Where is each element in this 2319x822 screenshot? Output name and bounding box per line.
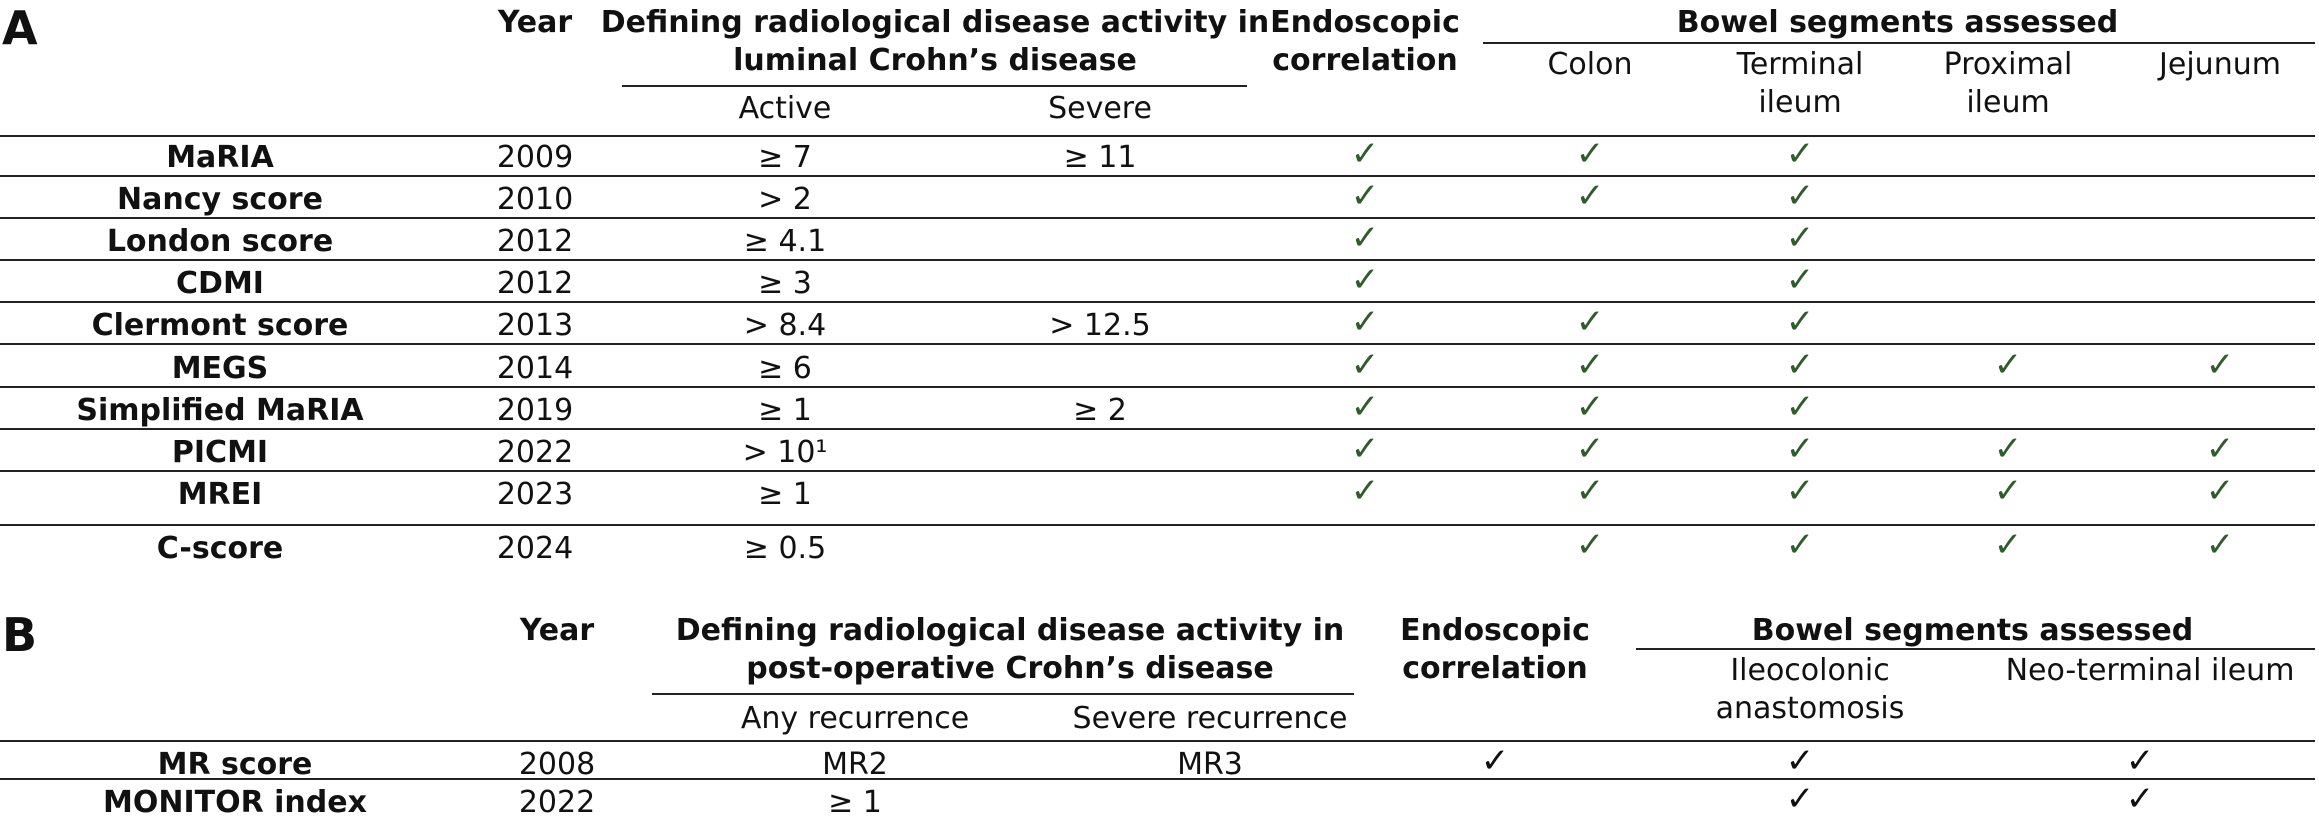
checkmark-icon: ✓ [1785, 387, 1815, 427]
a-severe-threshold: ≥ 11 [1063, 140, 1137, 175]
a-active-header: Active [738, 91, 832, 126]
b-bowel-header: Bowel segments assessed [1751, 613, 2194, 648]
b-score-year: 2022 [518, 785, 596, 820]
b-severe-recurrence-header: Severe recurrence [1072, 701, 1348, 736]
a-defining-header-line1: Defining radiological disease activity in [600, 5, 1270, 40]
checkmark-icon: ✓ [1350, 260, 1380, 300]
b-defining-header-line2: post-operative Crohn’s disease [746, 651, 1274, 686]
checkmark-icon: ✓ [1785, 471, 1815, 511]
checkmark-icon: ✓ [1993, 471, 2023, 511]
a-score-year: 2024 [496, 531, 574, 566]
a-active-threshold: ≥ 3 [758, 266, 812, 301]
b-severe-recurrence-value: MR3 [1177, 747, 1243, 782]
checkmark-icon: ✓ [1575, 134, 1605, 174]
checkmark-icon: ✓ [1575, 387, 1605, 427]
b-ileocolonic-header-line1: Ileocolonic [1730, 653, 1890, 688]
a-score-year: 2019 [496, 393, 574, 428]
a-active-threshold: ≥ 0.5 [743, 531, 827, 566]
b-endoscopic-header-line1: Endoscopic [1400, 613, 1590, 648]
a-active-threshold: ≥ 7 [758, 140, 812, 175]
checkmark-icon: ✓ [2125, 741, 2155, 781]
checkmark-icon: ✓ [1575, 176, 1605, 216]
a-score-name: Simplified MaRIA [76, 393, 364, 428]
checkmark-icon: ✓ [1993, 525, 2023, 565]
a-score-year: 2010 [496, 182, 574, 217]
a-score-name: CDMI [176, 266, 264, 301]
checkmark-icon: ✓ [1350, 176, 1380, 216]
b-ileocolonic-header-line2: anastomosis [1715, 691, 1905, 726]
checkmark-icon: ✓ [1575, 429, 1605, 469]
a-score-year: 2012 [496, 224, 574, 259]
checkmark-icon: ✓ [2125, 779, 2155, 819]
a-score-name: C-score [156, 531, 284, 566]
b-endoscopic-header-line2: correlation [1402, 651, 1588, 686]
checkmark-icon: ✓ [1785, 218, 1815, 258]
checkmark-icon: ✓ [2205, 345, 2235, 385]
a-score-year: 2023 [496, 477, 574, 512]
b-any-recurrence-value: MR2 [822, 747, 888, 782]
b-defining-header-line1: Defining radiological disease activity in [675, 613, 1345, 648]
a-active-threshold: > 2 [758, 182, 812, 217]
b-neo-terminal-header: Neo-terminal ileum [2005, 653, 2295, 688]
a-terminal-header-line1: Terminal [1736, 47, 1864, 82]
a-proximal-header-line1: Proximal [1943, 47, 2073, 82]
checkmark-icon: ✓ [1785, 302, 1815, 342]
checkmark-icon: ✓ [1575, 471, 1605, 511]
b-any-recurrence-value: ≥ 1 [828, 785, 882, 820]
a-severe-header: Severe [1048, 91, 1152, 126]
checkmark-icon: ✓ [1350, 218, 1380, 258]
a-score-year: 2022 [496, 435, 574, 470]
checkmark-icon: ✓ [1993, 345, 2023, 385]
checkmark-icon: ✓ [1350, 345, 1380, 385]
a-score-name: London score [106, 224, 334, 259]
a-active-threshold: ≥ 4.1 [743, 224, 827, 259]
b-score-year: 2008 [518, 747, 596, 782]
a-severe-threshold: ≥ 2 [1073, 393, 1127, 428]
a-year-header: Year [497, 5, 573, 40]
b-year-header: Year [519, 613, 595, 648]
checkmark-icon: ✓ [1575, 345, 1605, 385]
a-active-threshold: ≥ 6 [758, 351, 812, 386]
a-endoscopic-header-line1: Endoscopic [1270, 5, 1460, 40]
checkmark-icon: ✓ [1575, 302, 1605, 342]
checkmark-icon: ✓ [2205, 525, 2235, 565]
a-colon-header: Colon [1547, 47, 1633, 82]
panel-b-letter: B [2, 608, 38, 662]
checkmark-icon: ✓ [2205, 429, 2235, 469]
a-score-name: MREI [177, 477, 263, 512]
a-score-name: Nancy score [117, 182, 323, 217]
a-score-year: 2009 [496, 140, 574, 175]
checkmark-icon: ✓ [1785, 134, 1815, 174]
b-defining-underline [652, 693, 1354, 695]
a-active-threshold: > 8.4 [743, 308, 827, 343]
checkmark-icon: ✓ [1785, 429, 1815, 469]
checkmark-icon: ✓ [1993, 429, 2023, 469]
checkmark-icon: ✓ [2205, 471, 2235, 511]
checkmark-icon: ✓ [1350, 387, 1380, 427]
checkmark-icon: ✓ [1785, 176, 1815, 216]
checkmark-icon: ✓ [1785, 260, 1815, 300]
checkmark-icon: ✓ [1575, 525, 1605, 565]
b-any-recurrence-header: Any recurrence [740, 701, 970, 736]
checkmark-icon: ✓ [1785, 741, 1815, 781]
a-active-threshold: > 10¹ [742, 435, 828, 470]
a-terminal-header-line2: ileum [1758, 85, 1842, 120]
checkmark-icon: ✓ [1350, 302, 1380, 342]
checkmark-icon: ✓ [1350, 429, 1380, 469]
a-score-name: PICMI [171, 435, 269, 470]
a-defining-underline [622, 85, 1247, 87]
a-score-name: Clermont score [91, 308, 349, 343]
panel-a-letter: A [2, 1, 38, 55]
b-score-name: MONITOR index [103, 785, 367, 820]
a-proximal-header-line2: ileum [1966, 85, 2050, 120]
a-defining-header-line2: luminal Crohn’s disease [733, 43, 1137, 78]
a-active-threshold: ≥ 1 [758, 393, 812, 428]
a-score-year: 2014 [496, 351, 574, 386]
a-bowel-underline [1483, 42, 2315, 44]
checkmark-icon: ✓ [1480, 741, 1510, 781]
a-bowel-header: Bowel segments assessed [1676, 5, 2119, 40]
a-jejunum-header: Jejunum [2159, 47, 2281, 82]
checkmark-icon: ✓ [1350, 134, 1380, 174]
a-severe-threshold: > 12.5 [1049, 308, 1151, 343]
b-row-rule [0, 740, 2315, 742]
checkmark-icon: ✓ [1785, 345, 1815, 385]
b-score-name: MR score [157, 747, 313, 782]
a-active-threshold: ≥ 1 [758, 477, 812, 512]
checkmark-icon: ✓ [1785, 779, 1815, 819]
b-bowel-underline [1636, 648, 2315, 650]
a-score-year: 2012 [496, 266, 574, 301]
checkmark-icon: ✓ [1350, 471, 1380, 511]
a-row-rule [0, 135, 2315, 137]
a-score-name: MaRIA [166, 140, 274, 175]
a-score-name: MEGS [171, 351, 269, 386]
a-endoscopic-header-line2: correlation [1272, 43, 1458, 78]
checkmark-icon: ✓ [1785, 525, 1815, 565]
a-score-year: 2013 [496, 308, 574, 343]
